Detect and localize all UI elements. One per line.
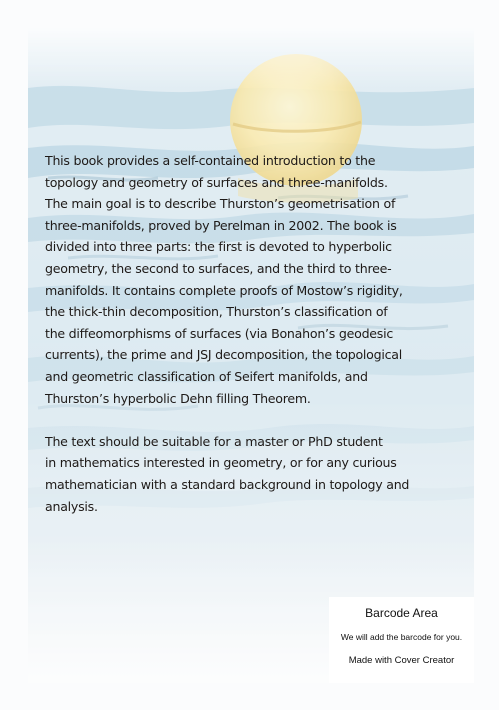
barcode-area-title: Barcode Area bbox=[365, 606, 438, 620]
barcode-area-note: We will add the barcode for you. bbox=[340, 632, 463, 642]
barcode-area bbox=[329, 597, 474, 683]
made-with-label: Made with Cover Creator bbox=[348, 655, 455, 666]
back-cover-blurb bbox=[45, 150, 455, 539]
blurb-paragraph-2: The text should be suitable for a master or PhD student in mathematics interested in geometry, or for any curious mathematician with a standard background in topology and analysis. bbox=[45, 433, 410, 514]
blurb-paragraph-1: This book provides a self-contained introduction to the topology and geometry of surfaces and three-manifolds. The main goal is to describe Thurston’s geometrisation of three-manifolds, proved by Perelman in 2002. The book is divided into three parts: the first is devoted to hyperbolic geometry, the second to surfaces, and the third to three- manifolds. It contains complete proofs of Mostow’s rigidity, the thick-thin decomposition, Thurston’s classification of the diffeomorphisms of surfaces (via Bonahon’s geodesic currents), the prime and JSJ decomposition, the topological and geometric classification of Seifert manifolds, and Thurston’s hyperbolic Dehn filling Theorem. bbox=[45, 153, 403, 406]
